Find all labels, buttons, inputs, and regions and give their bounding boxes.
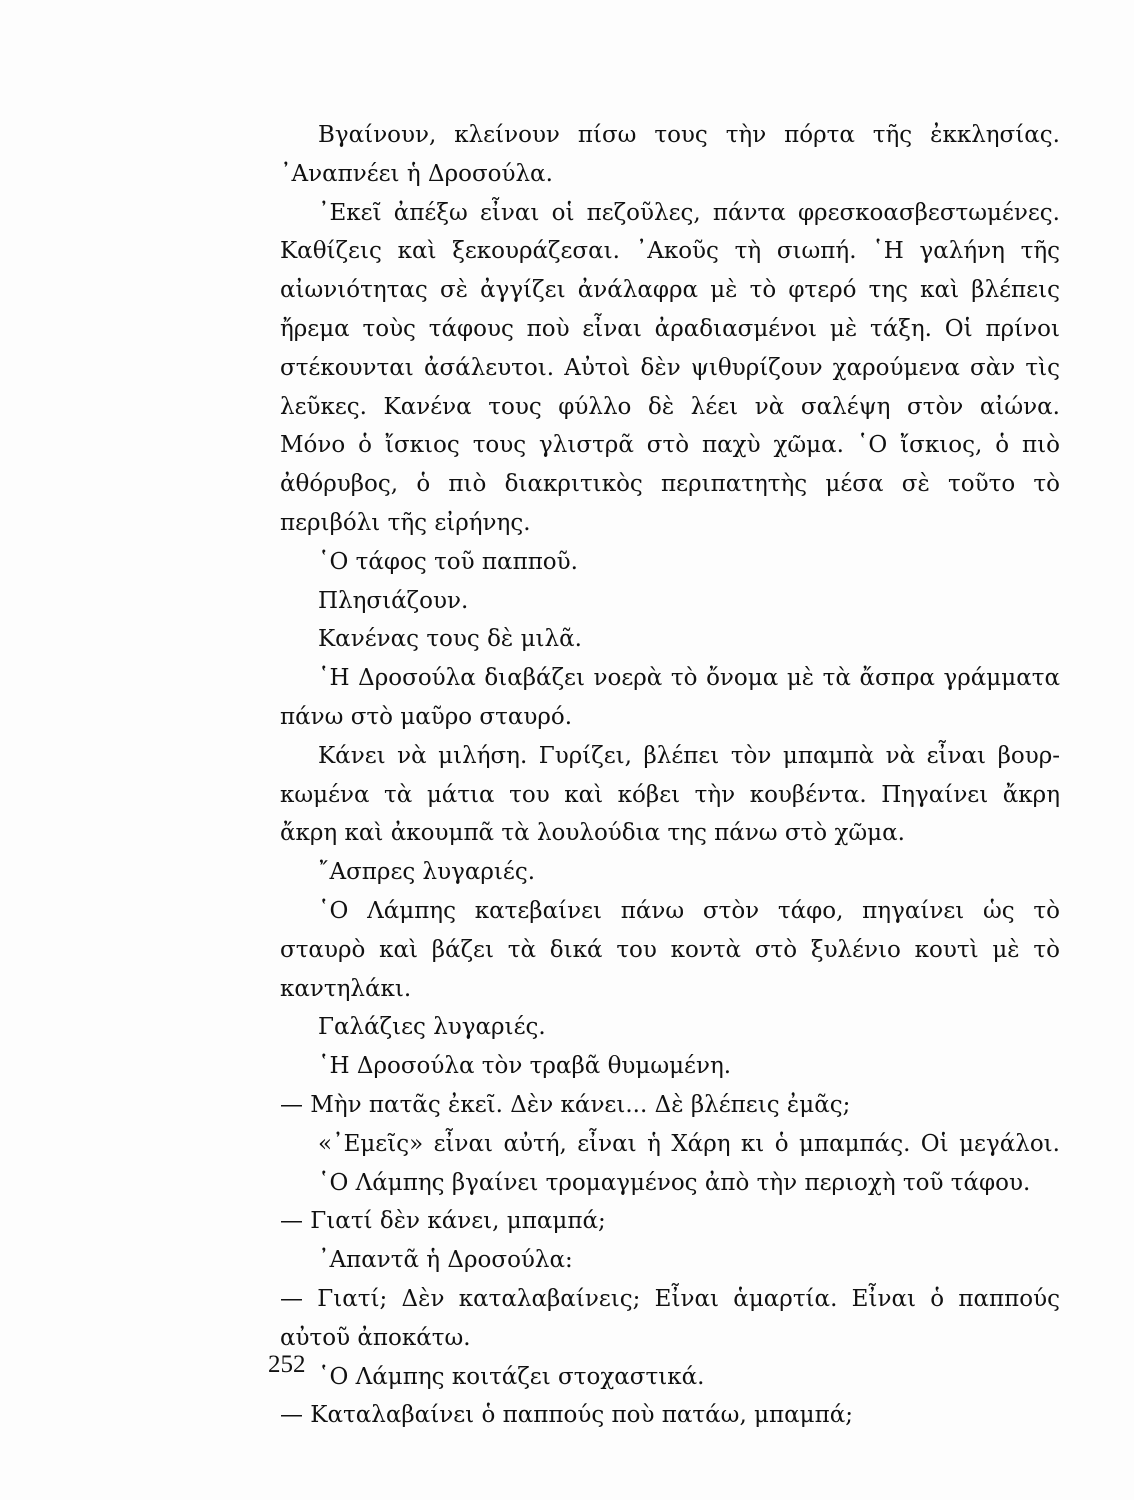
text-line: Μόνο ὁ ἴσκιος τους γλιστρᾶ στὸ παχὺ χῶμα. ῾Ο ἴσκιος, ὁ πιὸ — [280, 432, 1060, 459]
text-line: λεῦκες. Κανένα τους φύλλο δὲ λέει νὰ σαλέψη στὸν αἰώνα. — [280, 393, 1060, 420]
text-line: ᾽Αναπνέει ἡ Δροσούλα. — [280, 160, 553, 187]
text-line: Γαλάζιες λυγαριές. — [318, 1014, 546, 1041]
text-line: ῾Η Δροσούλα τὸν τραβᾶ θυμωμένη. — [318, 1053, 732, 1080]
text-line: — Μὴν πατᾶς ἐκεῖ. Δὲν κάνει... Δὲ βλέπεις ἐμᾶς; — [280, 1091, 851, 1118]
text-line: ῎Ασπρες λυγαριές. — [318, 859, 536, 886]
text-line: πάνω στὸ μαῦρο σταυρό. — [280, 703, 573, 730]
text-line: αὐτοῦ ἀποκάτω. — [280, 1324, 471, 1351]
text-line: καντηλάκι. — [280, 975, 412, 1002]
text-line: Καθίζεις καὶ ξεκουράζεσαι. ᾽Ακοῦς τὴ σιωπή. ῾Η γαλήνη τῆς — [280, 238, 1060, 265]
text-line: — Γιατί δὲν κάνει, μπαμπά; — [280, 1208, 606, 1235]
body-text — [280, 116, 1060, 1435]
text-line: ῾Ο Λάμπης βγαίνει τρομαγμένος ἀπὸ τὴν περιοχὴ τοῦ τάφου. — [318, 1169, 1031, 1196]
page-number: 252 — [268, 1351, 306, 1378]
text-line: ᾽Εκεῖ ἀπέξω εἶναι οἱ πεζοῦλες, πάντα φρεσκοασβεστωμένες. — [318, 199, 1060, 226]
text-line: ῾Η Δροσούλα διαβάζει νοερὰ τὸ ὄνομα μὲ τὰ ἄσπρα γράμματα — [318, 665, 1060, 692]
text-line: Πλησιάζουν. — [318, 587, 469, 614]
text-line: σταυρὸ καὶ βάζει τὰ δικά του κοντὰ στὸ ξυλένιο κουτὶ μὲ τὸ — [280, 936, 1060, 963]
text-line: Βγαίνουν, κλείνουν πίσω τους τὴν πόρτα τῆς ἐκκλησίας. — [318, 122, 1060, 148]
text-line: — Καταλαβαίνει ὁ παππούς ποὺ πατάω, μπαμπά; — [280, 1402, 854, 1429]
text-line: ῾Ο Λάμπης κοιτάζει στοχαστικά. — [318, 1363, 705, 1390]
text-line: Κάνει νὰ μιλήση. Γυρίζει, βλέπει τὸν μπαμπὰ νὰ εἶναι βουρ- — [318, 742, 1060, 769]
text-line: Κανένας τους δὲ μιλᾶ. — [318, 626, 582, 653]
text-line: ἀθόρυβος, ὁ πιὸ διακριτικὸς περιπατητὴς μέσα σὲ τοῦτο τὸ — [280, 471, 1060, 498]
text-line: ᾽Απαντᾶ ἡ Δροσούλα: — [318, 1247, 573, 1274]
text-line: περιβόλι τῆς εἰρήνης. — [280, 509, 531, 536]
text-line: ἄκρη καὶ ἀκουμπᾶ τὰ λουλούδια της πάνω στὸ χῶμα. — [280, 820, 905, 847]
text-line: ἤρεμα τοὺς τάφους ποὺ εἶναι ἀραδιασμένοι μὲ τάξη. Οἱ πρίνοι — [280, 315, 1060, 342]
text-line: στέκουνται ἀσάλευτοι. Αὐτοὶ δὲν ψιθυρίζουν χαρούμενα σὰν τὶς — [280, 354, 1060, 381]
text-line: ῾Ο Λάμπης κατεβαίνει πάνω στὸν τάφο, πηγαίνει ὡς τὸ — [318, 897, 1060, 924]
text-line: «᾽Εμεῖς» εἶναι αὐτή, εἶναι ἡ Χάρη κι ὁ μπαμπάς. Οἱ μεγάλοι. — [318, 1130, 1060, 1157]
text-line: αἰωνιότητας σὲ ἀγγίζει ἀνάλαφρα μὲ τὸ φτερό της καὶ βλέπεις — [280, 277, 1060, 304]
text-line: — Γιατί; Δὲν καταλαβαίνεις; Εἶναι ἁμαρτία. Εἶναι ὁ παππούς — [280, 1285, 1060, 1312]
text-line: κωμένα τὰ μάτια του καὶ κόβει τὴν κουβέντα. Πηγαίνει ἄκρη — [280, 781, 1060, 808]
text-line: ῾Ο τάφος τοῦ παπποῦ. — [318, 548, 578, 575]
